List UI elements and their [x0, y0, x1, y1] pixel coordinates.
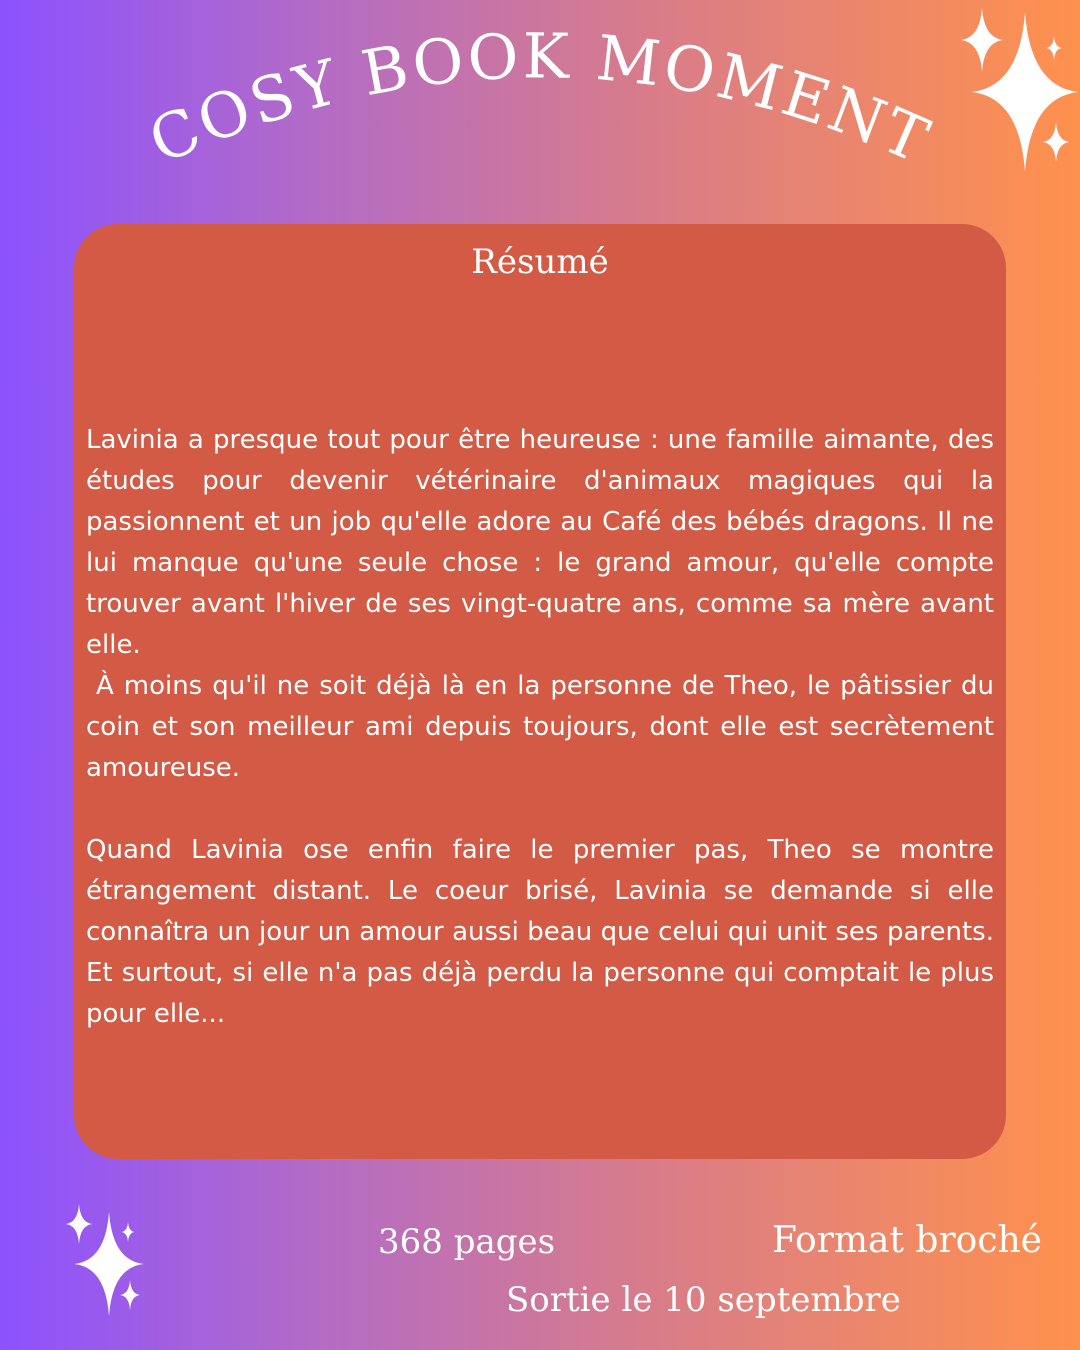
sparkle-icon	[1044, 36, 1064, 60]
sparkle-icon	[120, 1222, 136, 1242]
summary-text	[86, 420, 994, 1035]
summary-paragraph: Quand Lavinia ose enfin faire le premier pas, Theo se montre étrangement distant. Le coeur brisé, Lavinia se demande si elle connaîtra un jour un amour aussi beau que celui qui unit ses parents. Et surtout, si elle n'a pas déjà perdu la personne qui comptait le plus pour elle...	[86, 835, 994, 1029]
summary-paragraph: Lavinia a presque tout pour être heureuse : une famille aimante, des études pour devenir vétérinaire d'animaux magiques qui la passionnent et un job qu'elle adore au Café des bébés dragons. Il ne lui manque qu'une seule chose : le grand amour, qu'elle compte trouver avant l'hiver de ses vingt-quatre ans, comme sa mère avant elle.	[86, 425, 994, 660]
book-format: Format broché	[772, 1220, 1042, 1261]
sparkle-icon	[118, 1280, 142, 1310]
summary-heading: Résumé	[471, 242, 609, 282]
summary-card	[74, 224, 1006, 1159]
title-arc	[0, 0, 1080, 220]
sparkle-icon	[1040, 122, 1072, 162]
page-title: COSY BOOK MOMENT	[138, 19, 942, 179]
release-date: Sortie le 10 septembre	[506, 1280, 901, 1320]
page-count: 368 pages	[378, 1222, 556, 1262]
summary-paragraph: À moins qu'il ne soit déjà là en la personne de Theo, le pâtissier du coin et son meilleur ami depuis toujours, dont elle est secrètement amoureuse.	[86, 671, 994, 783]
